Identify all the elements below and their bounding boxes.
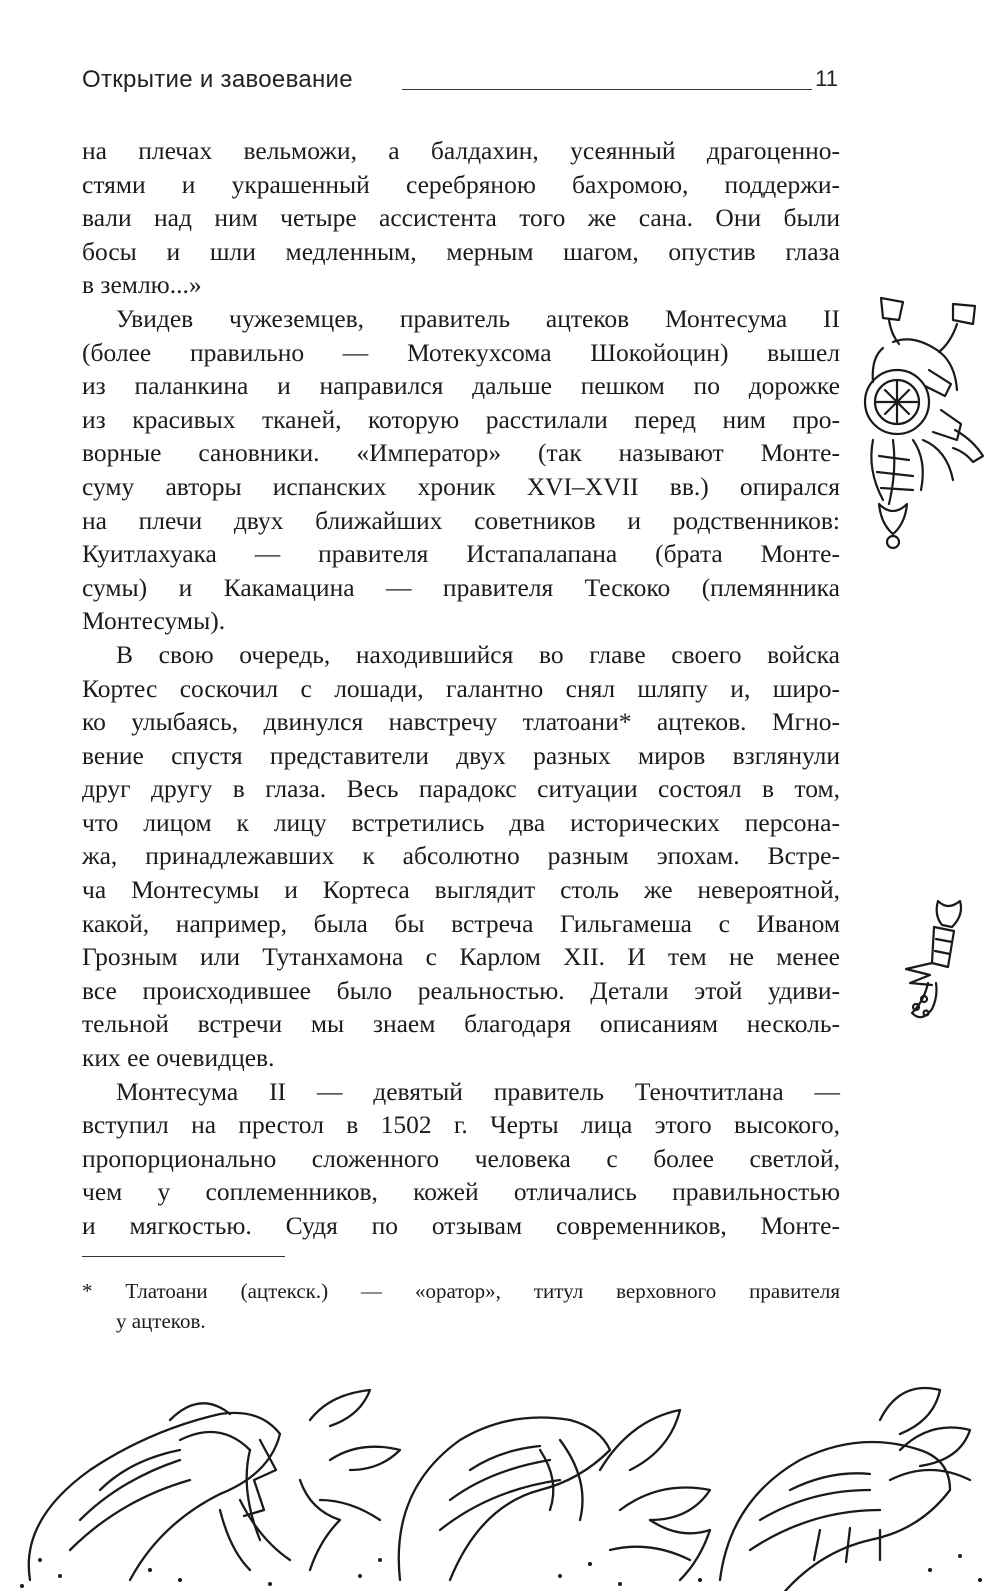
text-line: ворные сановники. «Император» (так называют Монте- [82,438,840,468]
text-line: пропорционально сложенного человека с более светлой, [82,1143,840,1173]
footnote [82,1276,840,1336]
text-line: (более правильно — Мотекухсома Шокойоцин) вышел [82,337,840,367]
aztec-dagger-illustration [898,895,970,1030]
header-rule [402,89,812,90]
text-line: что лицом к лицу встретились два исторических персона- [82,807,840,837]
text-line: вение спустя представители двух разных миров взглянули [82,740,840,770]
text-line: жа, принадлежавших к абсолютно разным эпохам. Встре- [82,841,840,871]
page-number: 11 [815,66,838,91]
text-line: вступил на престол в 1502 г. Черты лица этого высокого, [82,1110,840,1140]
text-line: из красивых тканей, которую расстилали перед ним про- [82,404,840,434]
text-line: и мягкостью. Судя по отзывам современников, Монте- [82,1211,840,1240]
footnote-rule [82,1256,285,1257]
text-line: Грозным или Тутанхамона с Карлом XII. И тем не менее [82,942,840,972]
text-line: на плечи двух ближайших советников и родственников: [82,505,840,535]
text-line: Увидев чужеземцев, правитель ацтеков Монтесума II [116,303,840,333]
text-line: вали над ним четыре ассистента того же сана. Они были [82,203,840,233]
text-line: ких ее очевидцев. [82,1043,275,1073]
text-line: В свою очередь, находившийся во главе своего войска [116,639,840,669]
text-line: на плечах вельможи, а балдахин, усеянный драгоценно- [82,136,840,165]
text-line: Куитлахуака — правителя Истапалапана (брата Монте- [82,539,840,569]
footnote-line: * Тлатоани (ацтекск.) — «оратор», титул верховного правителя [82,1279,840,1303]
running-title: Открытие и завоевание [82,66,353,93]
text-line: стями и украшенный серебряною бахромою, поддержи- [82,169,840,199]
running-head [82,66,838,102]
text-line: сумы) и Какамацина — правителя Тескоко (племянника [82,572,840,602]
text-line: из паланкина и направился дальше пешком по дорожке [82,371,840,401]
text-line: Монтесумы). [82,606,226,636]
text-line: ча Монтесумы и Кортеса выглядит столь же невероятной, [82,875,840,905]
text-line: Монтесума II — девятый правитель Теночтитлана — [116,1076,840,1106]
text-line: все происходившее было реальностью. Детали этой удиви- [82,975,840,1005]
text-line: какой, например, была бы встреча Гильгамеша с Иваном [82,908,840,938]
text-line: чем у соплеменников, кожей отличались правильностью [82,1177,840,1207]
text-line: друг другу в глаза. Весь парадокс ситуации состоял в том, [82,774,840,804]
text-line: ко улыбаясь, двинулся навстречу тлатоани* ацтеков. Мгно- [82,707,840,737]
aztec-figure-illustration [853,290,988,552]
text-line: в землю...» [82,270,202,300]
text-line: Кортес соскочил с лошади, галантно снял шляпу и, широ- [82,673,840,703]
text-line: тельной встречи мы знаем благодаря описаниям несколь- [82,1009,840,1039]
footnote-line: у ацтеков. [116,1309,206,1333]
body-text [82,134,840,1243]
text-line: суму авторы испанских хроник XVI–XVII вв.) опирался [82,471,840,501]
aztec-frieze-illustration [0,1380,1000,1591]
text-line: босы и шли медленным, мерным шагом, опустив глаза [82,236,840,266]
